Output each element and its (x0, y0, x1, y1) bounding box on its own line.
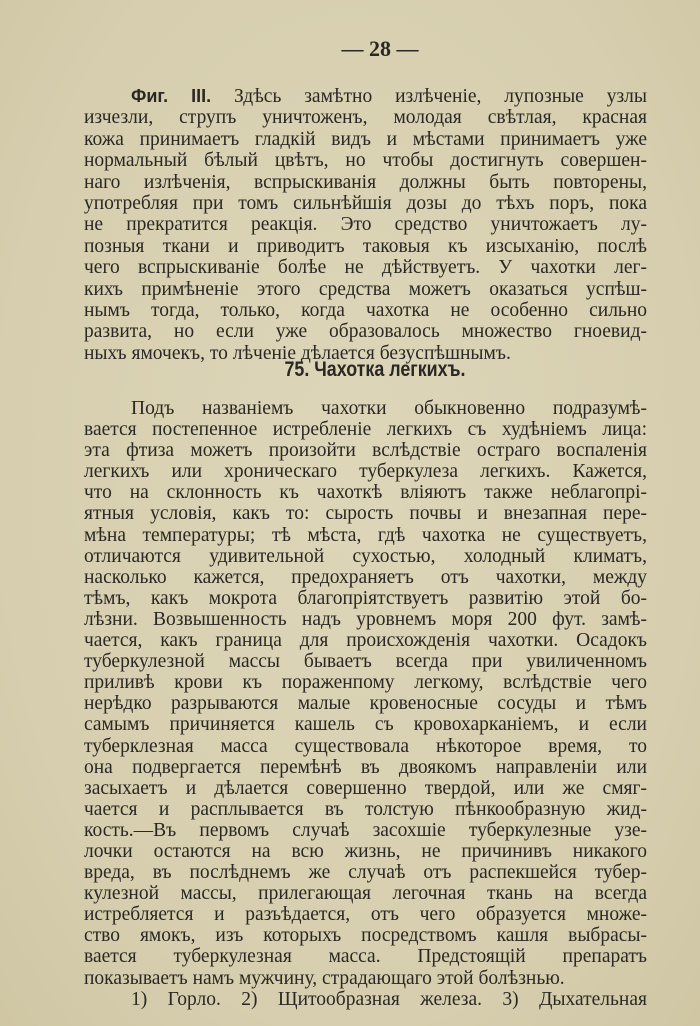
text-line: кихъ примѣненіе этого средства можетъ оказаться успѣш- (84, 278, 647, 300)
text-line: нымъ тогда, только, когда чахотка не особенно сильно (84, 299, 647, 321)
text-line: эта фтиза можетъ произойти вслѣдствіе остраго воспаленія (84, 440, 647, 462)
text-line: она подвергается перемѣнѣ въ двоякомъ направленіи или (84, 756, 647, 778)
text-line: чего вспрыскиваніе болѣе не дѣйствуетъ. У чахотки лег- (84, 257, 647, 279)
text-line: вреда, въ послѣднемъ же случаѣ отъ распекшейся тубер- (84, 862, 647, 884)
text-line: показываетъ намъ мужчину, страдающаго этой болѣзнью. (84, 967, 565, 989)
section-heading: 75. Чахотка легкихъ. (284, 358, 466, 381)
text-line: отличаются удивительной сухостью, холодный климатъ, (84, 545, 647, 567)
text-line: тѣмъ, какъ мокрота благопріятствуетъ развитію этой бо- (84, 587, 647, 609)
text-line: истребляется и разъѣдается, отъ чего образуется множе- (84, 904, 647, 926)
text-line: Подъ названіемъ чахотки обыкновенно подразумѣ- (131, 398, 647, 419)
paragraph-figure-description (84, 86, 647, 364)
text-line: лѣзни. Возвышенность надъ уровнемъ моря 200 фут. замѣ- (84, 608, 647, 630)
text-line: 1) Горло. 2) Щитообразная железа. 3) Дыхательная (131, 988, 647, 1010)
text-line: кожа принимаетъ гладкій видъ и мѣстами принимаетъ уже (84, 128, 647, 150)
text-line: туберклезная масса существовала нѣкоторое время, то (84, 735, 647, 757)
figure-label: Фиг. III. (131, 86, 212, 106)
text-line: не прекратится реакція. Это средство уничтожаетъ лу- (84, 214, 647, 236)
text-line: наго излѣченія, вспрыскиванія должны быть повторены, (84, 171, 647, 193)
text-line: самымъ причиняется кашель съ кровохарканіемъ, и если (84, 714, 647, 736)
text-line: что на склонность къ чахоткѣ вліяютъ также неблагопрі- (84, 482, 647, 504)
text-line: чается, какъ граница для происхожденія чахотки. Осадокъ (84, 630, 647, 652)
text-line: ство ямокъ, изъ которыхъ посредствомъ кашля выбрасы- (84, 925, 647, 947)
text-line: лочки остаются на всю жизнь, не причинивъ никакого (84, 840, 647, 862)
page-number: — 28 — (341, 36, 419, 61)
text-line: ныхъ ямочекъ, то лѣченіе дѣлается безуспѣшнымъ. (84, 342, 511, 364)
text-line: употребляя при томъ сильнѣйшія дозы до тѣхъ поръ, пока (84, 192, 647, 214)
text-line: вается туберкулезная масса. Предстоящій препаратъ (84, 946, 647, 968)
line-text: Здѣсь замѣтно излѣченіе, лупозные узлы (211, 86, 647, 107)
text-line: ятныя условія, какъ то: сырость почвы и внезапная пере- (84, 503, 647, 525)
text-line: насколько кажется, предохраняетъ отъ чахотки, между (84, 566, 647, 588)
text-line: засыхаетъ и дѣлается совершенно твердой, или же смяг- (84, 777, 647, 799)
paragraph-section-body (84, 398, 647, 1010)
text-line: изчезли, струпъ уничтоженъ, молодая свѣтлая, красная (84, 107, 647, 129)
text-line: туберкулезной массы бываетъ всегда при увиличенномъ (84, 651, 647, 673)
text-line: нерѣдко разрываются малые кровеносные сосуды и тѣмъ (84, 693, 647, 715)
text-line: мѣна температуры; тѣ мѣста, гдѣ чахотка не существуетъ, (84, 524, 647, 546)
text-line: позныя ткани и приводитъ таковыя къ изсыханію, послѣ (84, 235, 647, 257)
text-line: развита, но если уже образовалось множество гноевид- (84, 321, 647, 343)
text-line: приливѣ крови къ пораженпому легкому, вслѣдствіе чего (84, 672, 647, 694)
text-line: вается постепенное истребленіе легкихъ съ худѣніемъ лица: (84, 419, 647, 441)
text-line: кулезной массы, прилегающая легочная ткань на всегда (84, 883, 647, 905)
text-line: чается и расплывается въ толстую пѣнкообразную жид- (84, 798, 647, 820)
text-line: легкихъ или хроническаго туберкулеза легкихъ. Кажется, (84, 461, 647, 483)
text-line (84, 86, 647, 107)
text-line: нормальный бѣлый цвѣтъ, но чтобы достигнуть совершен- (84, 150, 647, 172)
text-line: кость.—Въ первомъ случаѣ засохшіе туберкулезные узе- (84, 819, 647, 841)
